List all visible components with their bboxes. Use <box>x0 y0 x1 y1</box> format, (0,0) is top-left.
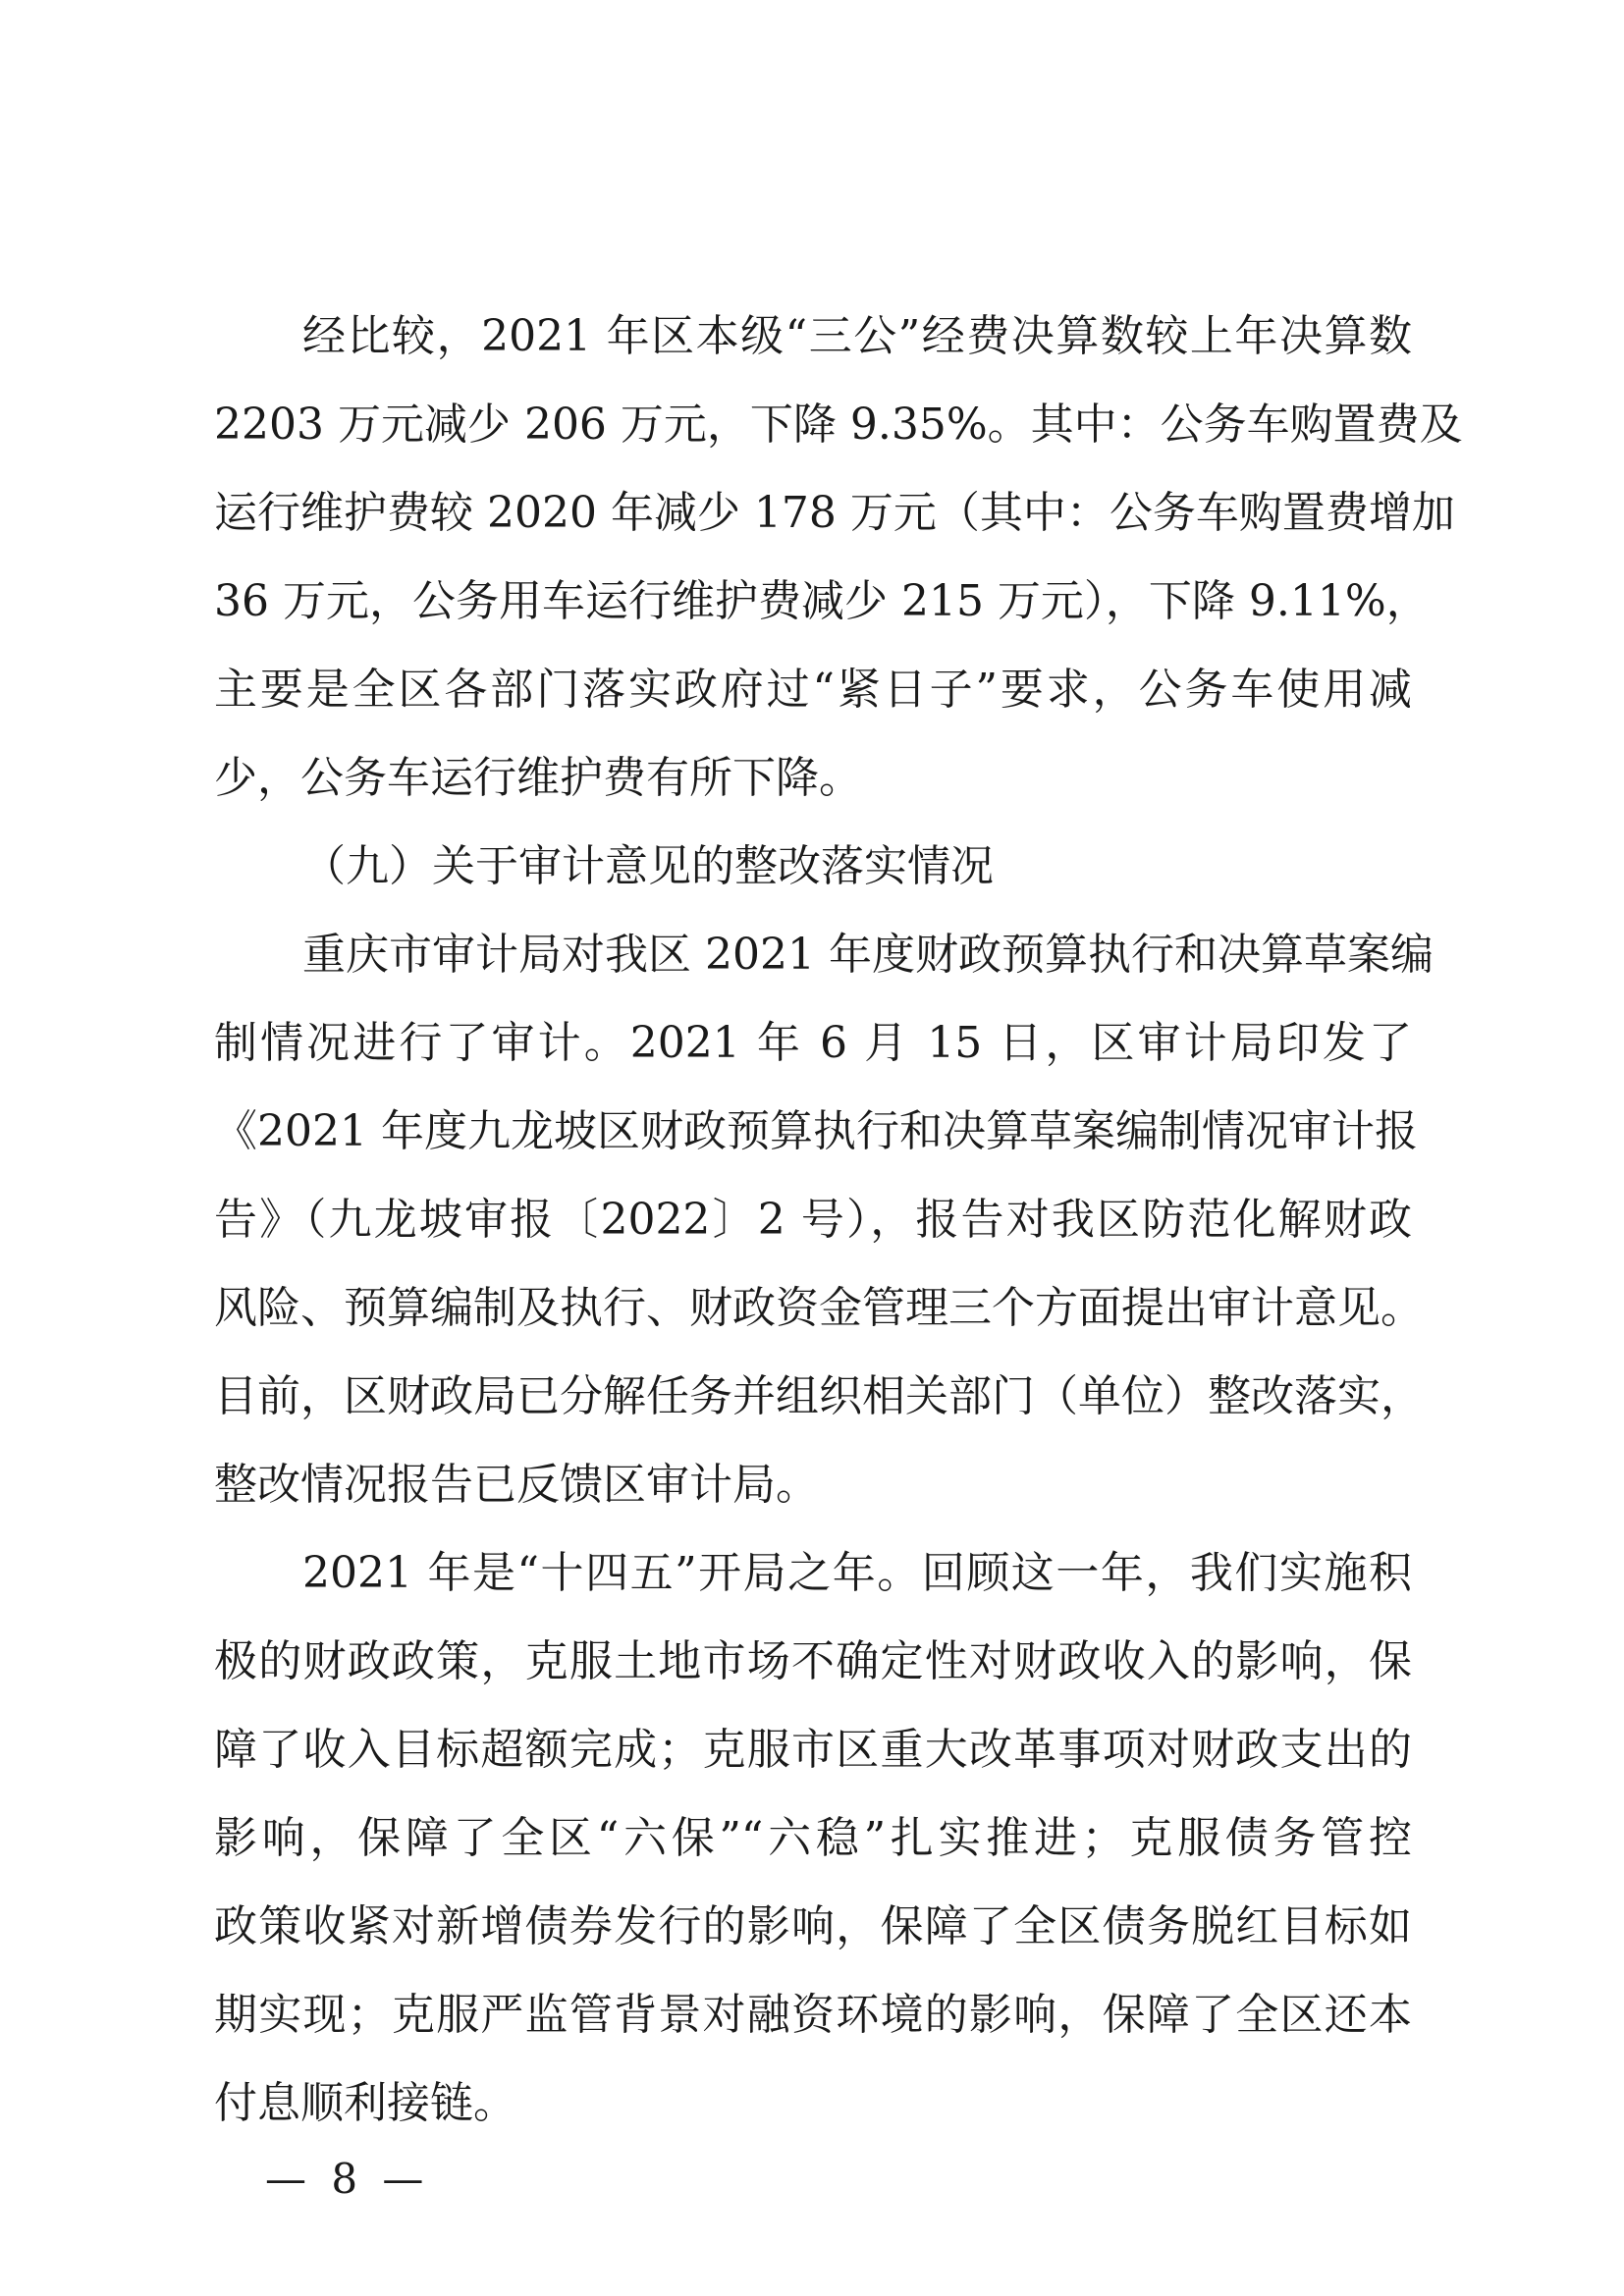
paragraph-line: 极的财政政策，克服土地市场不确定性对财政收入的影响，保 <box>214 1636 1412 1686</box>
paragraph-line: 制情况进行了审计。2021 年 6 月 15 日，区审计局印发了 <box>214 1018 1412 1068</box>
paragraph-line: 主要是全区各部门落实政府过“紧日子”要求，公务车使用减 <box>214 665 1412 715</box>
paragraph-line: 2203 万元减少 206 万元，下降 9.35%。其中：公务车购置费及 <box>214 400 1463 450</box>
paragraph-line: 影响，保障了全区“六保”“六稳”扎实推进；克服债务管控 <box>214 1813 1412 1863</box>
paragraph-line: 目前，区财政局已分解任务并组织相关部门（单位）整改落实， <box>214 1371 1424 1421</box>
paragraph-line: 运行维护费较 2020 年减少 178 万元（其中：公务车购置费增加 <box>214 488 1455 538</box>
paragraph-line: 告》（九龙坡审报〔2022〕2 号），报告对我区防范化解财政 <box>214 1195 1412 1245</box>
paragraph-line: 少，公务车运行维护费有所下降。 <box>214 753 862 803</box>
paragraph-line: 36 万元，公务用车运行维护费减少 215 万元），下降 9.11%， <box>214 576 1430 626</box>
paragraph-line: 经比较，2021 年区本级“三公”经费决算数较上年决算数 <box>302 311 1412 361</box>
paragraph-line: 《2021 年度九龙坡区财政预算执行和决算草案编制情况审计报 <box>214 1106 1418 1156</box>
paragraph-line: 付息顺利接链。 <box>214 2078 516 2128</box>
page-number: — 8 — <box>265 2155 430 2203</box>
paragraph-line: 整改情况报告已反馈区审计局。 <box>214 1460 819 1510</box>
paragraph-line: 期实现；克服严监管背景对融资环境的影响，保障了全区还本 <box>214 1990 1412 2040</box>
paragraph-line: 障了收入目标超额完成；克服市区重大改革事项对财政支出的 <box>214 1725 1412 1775</box>
paragraph-line: 风险、预算编制及执行、财政资金管理三个方面提出审计意见。 <box>214 1283 1424 1333</box>
paragraph-line: 政策收紧对新增债券发行的影响，保障了全区债务脱红目标如 <box>214 1901 1412 1951</box>
paragraph-line: 2021 年是“十四五”开局之年。回顾这一年，我们实施积 <box>302 1548 1412 1598</box>
section-heading: （九）关于审计意见的整改落实情况 <box>302 841 994 891</box>
paragraph-line: 重庆市审计局对我区 2021 年度财政预算执行和决算草案编 <box>302 930 1434 980</box>
